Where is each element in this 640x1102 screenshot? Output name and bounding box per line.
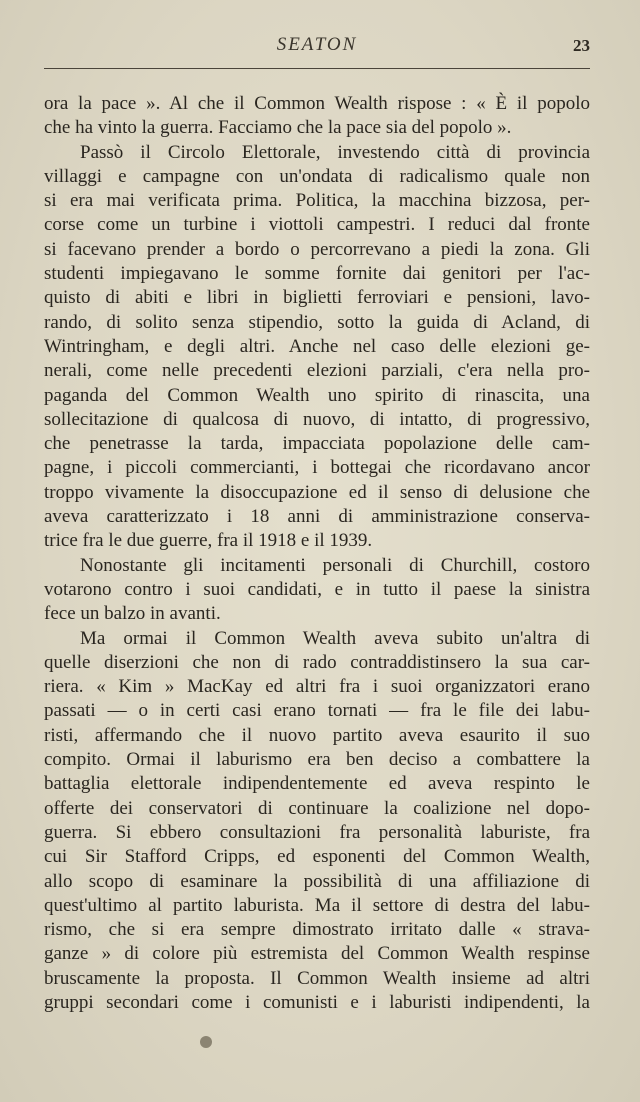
text-line: Passò il Circolo Elettorale, investendo città di provincia (80, 141, 590, 163)
paragraph (44, 554, 590, 627)
text-line: rando, di solito senza stipendio, sotto la guida di Acland, di (44, 311, 590, 333)
paragraph (44, 627, 590, 1016)
text-line: che ha vinto la guerra. Facciamo che la pace sia del popolo ». (44, 117, 512, 139)
running-head: SEATON (276, 34, 358, 55)
page-header (44, 34, 590, 66)
text-line: Wintringham, e degli altri. Anche nel caso delle elezioni ge- (44, 335, 590, 357)
text-line: si era mai verificata prima. Politica, la macchina bizzosa, per- (44, 190, 590, 212)
text-line: villaggi e campagne con un'ondata di radicalismo quale non (44, 165, 590, 187)
text-line: compito. Ormai il laburismo era ben deciso a combattere la (44, 749, 590, 771)
text-line: allo scopo di esaminare la possibilità di una affiliazione di (44, 870, 590, 892)
text-line: Ma ormai il Common Wealth aveva subito un'altra di (80, 627, 590, 649)
text-line: offerte dei conservatori di continuare la coalizione nel dopo- (44, 797, 590, 819)
page-number: 23 (573, 36, 590, 55)
text-line: fece un balzo in avanti. (44, 603, 221, 625)
text-line: ora la pace ». Al che il Common Wealth rispose : « È il popolo (44, 93, 590, 114)
text-line: pagne, i piccoli commercianti, i bottegai che ricordavano ancor (44, 457, 590, 479)
text-line: votarono contro i suoi candidati, e in tutto il paese la sinistra (44, 578, 590, 600)
text-line: paganda del Common Wealth uno spirito di rinascita, una (44, 384, 590, 406)
text-line: quest'ultimo al partito laburista. Ma il settore di destra del labu- (44, 894, 590, 916)
ink-spot (200, 1036, 212, 1048)
text-line: riera. « Kim » MacKay ed altri fra i suoi organizzatori erano (44, 676, 590, 698)
text-line: che penetrasse la tarda, impacciata popolazione delle cam- (44, 433, 590, 455)
text-line: gruppi secondari come i comunisti e i laburisti indipendenti, la (44, 991, 590, 1013)
paragraph (44, 141, 590, 554)
text-line: troppo vivamente la disoccupazione ed il senso di delusione che (44, 481, 590, 503)
text-line: battaglia elettorale indipendentemente ed aveva respinto le (44, 773, 590, 795)
text-line: passati — o in certi casi erano tornati — fra le file dei labu- (44, 700, 590, 722)
text-line: sollecitazione di qualcosa di nuovo, di intatto, di progressivo, (44, 408, 590, 430)
text-line: ganze » di colore più estremista del Common Wealth respinse (44, 943, 590, 965)
text-line: si facevano prender a bordo o percorrevano a piedi la zona. Gli (44, 238, 590, 260)
text-line: bruscamente la proposta. Il Common Wealth insieme ad altri (44, 967, 590, 989)
text-line: quelle diserzioni che non di rado contraddistinsero la sua car- (44, 651, 590, 673)
text-line: risti, affermando che il nuovo partito aveva esaurito il suo (44, 724, 590, 746)
text-line: corse come un turbine i viottoli campestri. I reduci dal fronte (44, 214, 590, 236)
text-line: Nonostante gli incitamenti personali di Churchill, costoro (80, 554, 590, 576)
text-line: nerali, come nelle precedenti elezioni parziali, c'era nella pro- (44, 360, 590, 382)
body-text (44, 92, 590, 1015)
text-line: studenti impiegavano le somme fornite dai genitori per l'ac- (44, 263, 590, 285)
text-line: trice fra le due guerre, fra il 1918 e il 1939. (44, 530, 373, 552)
text-line: aveva caratterizzato i 18 anni di amministrazione conserva- (44, 506, 590, 528)
text-line: rismo, che si era sempre dimostrato irritato dalle « strava- (44, 919, 590, 941)
text-line: guerra. Si ebbero consultazioni fra personalità laburiste, fra (44, 821, 590, 843)
text-line: quisto di abiti e libri in biglietti ferroviari e pensioni, lavo- (44, 287, 590, 309)
paragraph (44, 92, 590, 141)
header-rule (44, 68, 590, 69)
text-line: cui Sir Stafford Cripps, ed esponenti del Common Wealth, (44, 846, 590, 868)
